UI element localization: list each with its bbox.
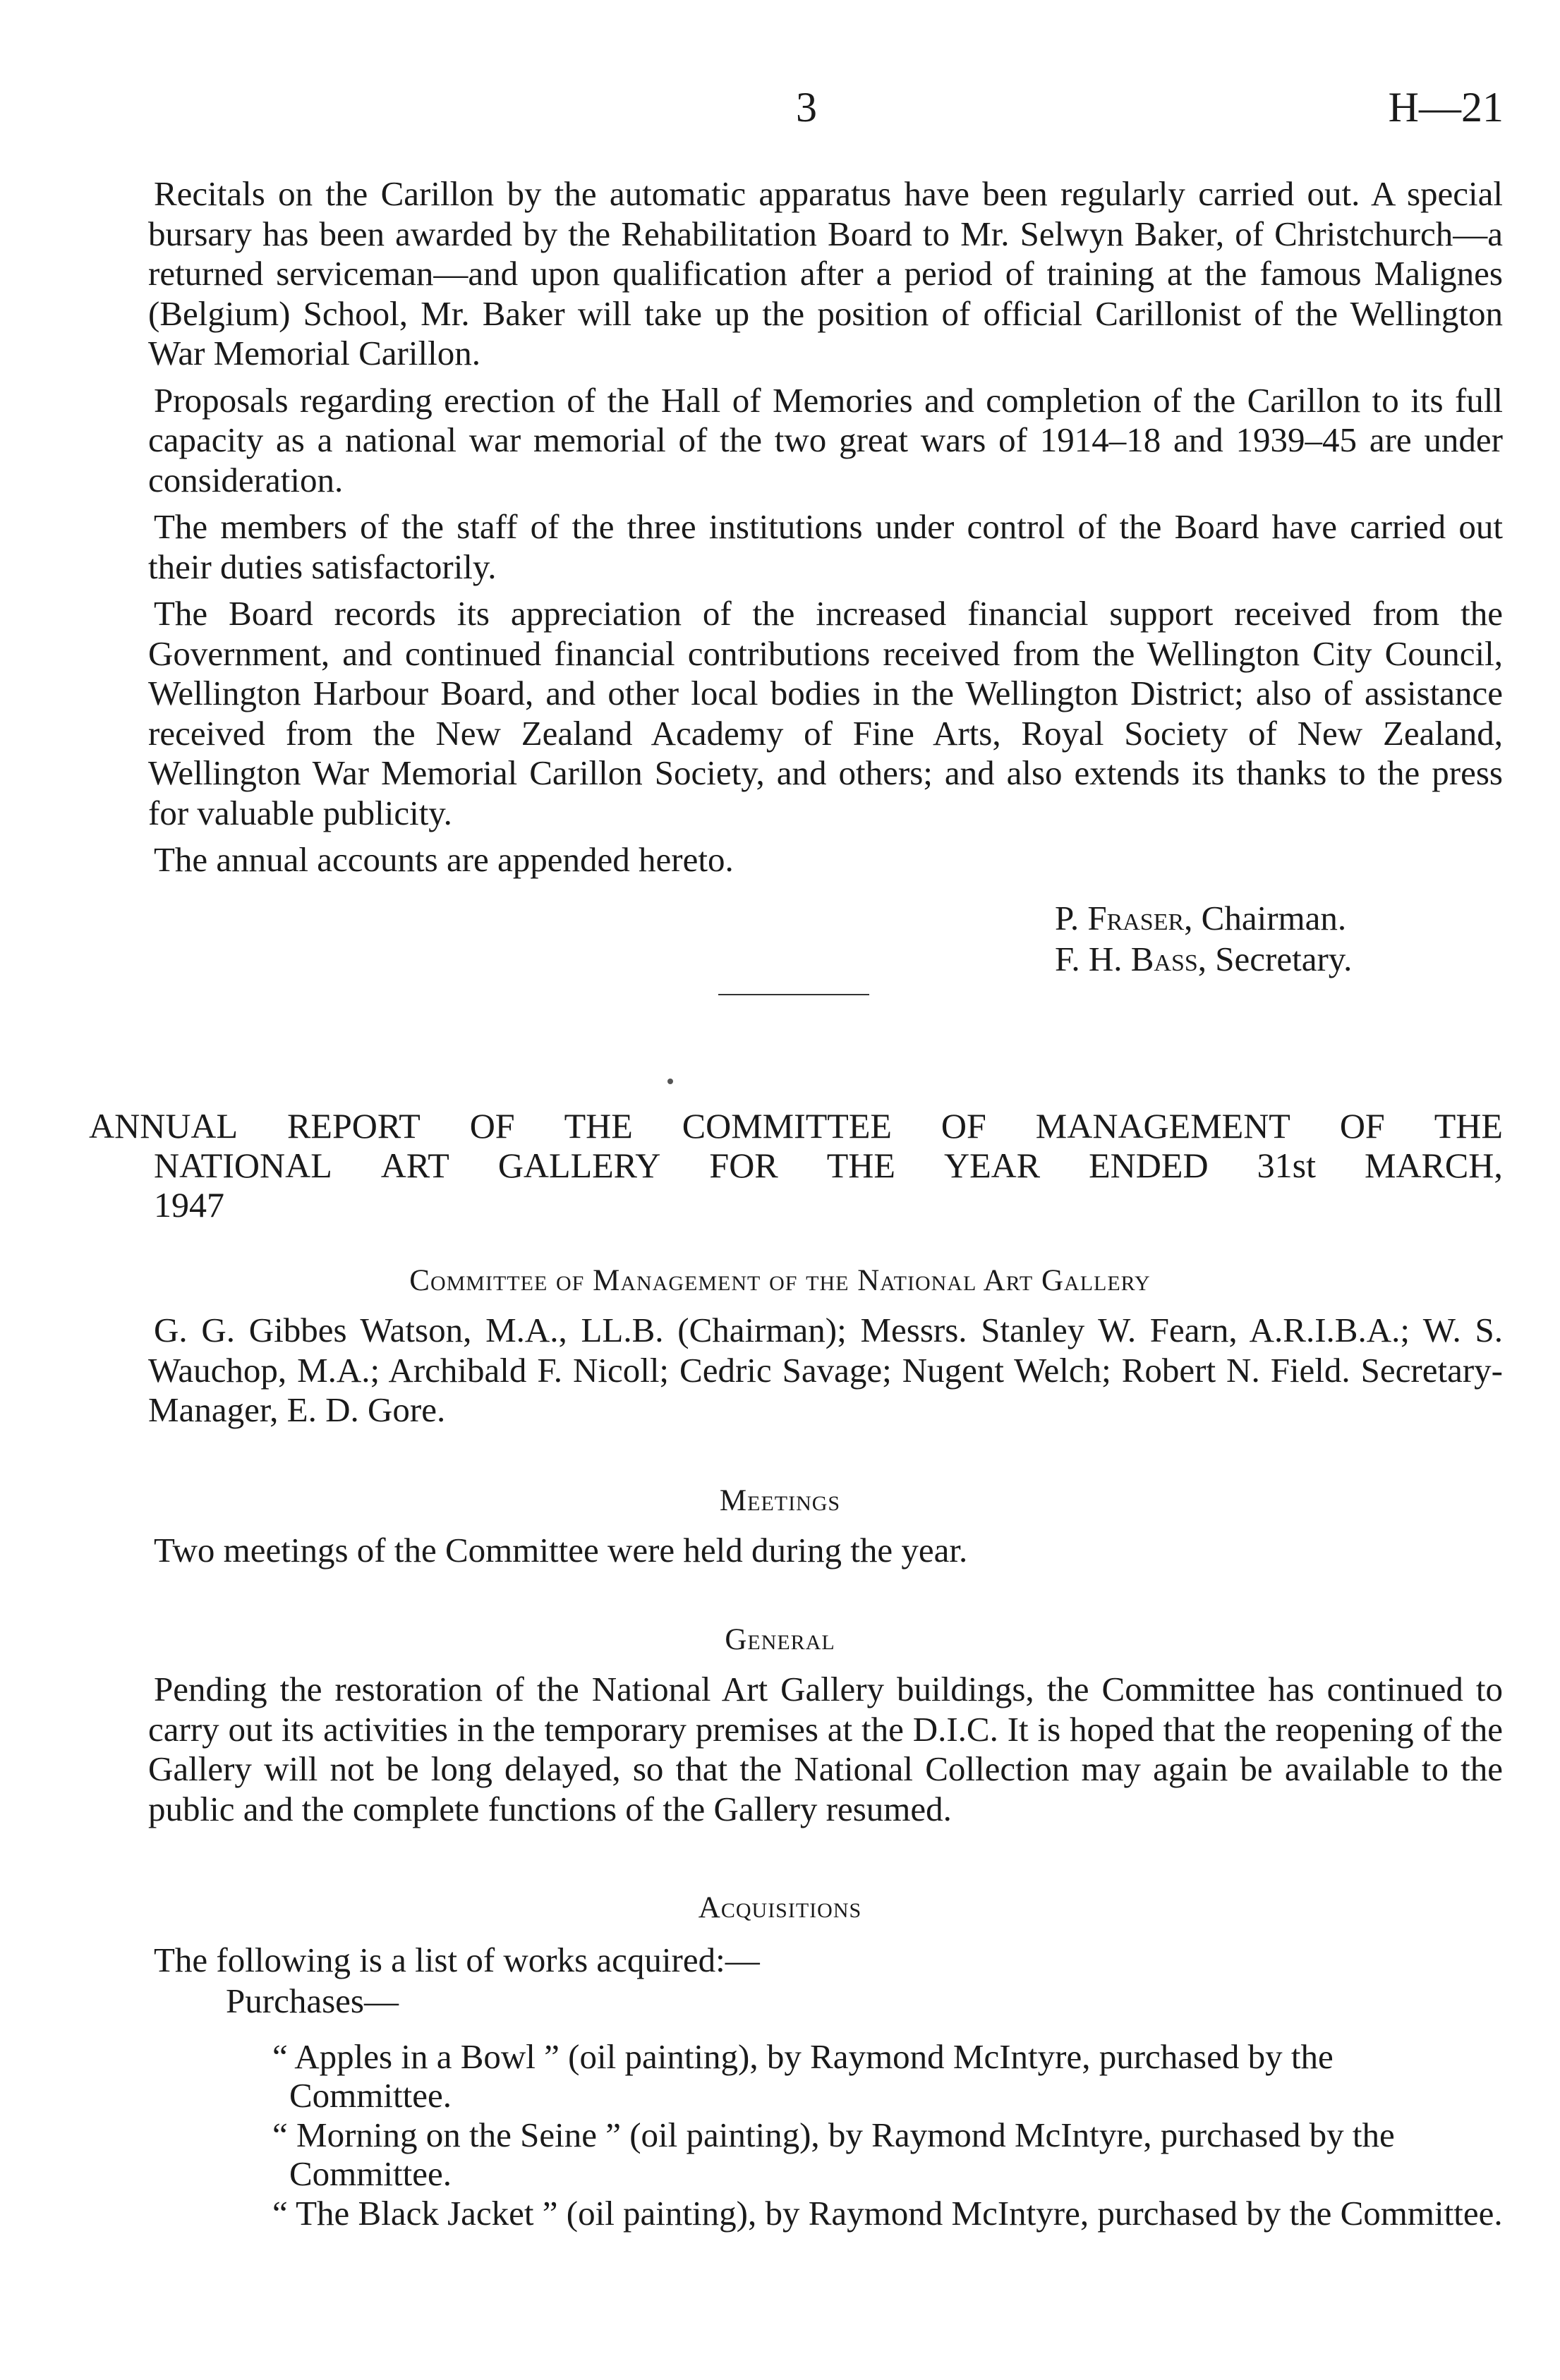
title-word: YEAR — [943, 1146, 1041, 1185]
carillon-section — [148, 174, 1503, 880]
paragraph-hall-of-memories: Proposals regarding erection of the Hall of Memories and completion of the Carillon to its full capacity as a national war memorial of the two great wars of 1914–18 and 1939–45 are under consideration. — [148, 380, 1503, 499]
title-year: 1947 — [154, 1185, 224, 1225]
title-word: THE — [1434, 1106, 1503, 1146]
acquisitions-intro — [148, 1941, 1503, 1981]
title-line-2 — [89, 1146, 1503, 1185]
title-word: COMMITTEE — [682, 1106, 892, 1146]
purchases-label — [220, 1981, 1504, 2022]
acquisitions-intro-text: The following is a list of works acquired:— — [154, 1941, 760, 1979]
signature-name: Fraser — [1087, 899, 1185, 937]
page-number: 3 — [796, 84, 817, 130]
title-word: ART — [380, 1146, 449, 1185]
report-title — [89, 1106, 1503, 1225]
title-word: THE — [826, 1146, 895, 1185]
signature-role: , Secretary. — [1197, 940, 1353, 978]
paragraph-carillon-recitals: Recitals on the Carillon by the automatic apparatus have been regularly carried out. A special bursary has been awarded by the Rehabilitation Board to Mr. Selwyn Baker, of Christchurch—a returned serviceman—and upon qualification after a period of training at the famous Malignes (Belgium) School, Mr. Baker will take up the position of official Carillonist of the Wellington War Memorial Carillon. — [148, 174, 1503, 372]
signature-chairman — [1055, 899, 1346, 938]
signature-secretary — [1055, 940, 1352, 979]
title-word: FOR — [709, 1146, 778, 1185]
title-word: MANAGEMENT — [1035, 1106, 1290, 1146]
acquisitions-heading: Acquisitions — [698, 1891, 862, 1924]
purchases-label-text: Purchases— — [226, 1981, 399, 2020]
meetings-section — [148, 1531, 1503, 1571]
title-word: REPORT — [287, 1106, 421, 1146]
meetings-heading: Meetings — [719, 1484, 841, 1517]
list-item: “ The Black Jacket ” (oil painting), by Raymond McIntyre, purchased by the Committee. — [272, 2194, 1503, 2233]
title-word: OF — [1339, 1106, 1385, 1146]
section-divider — [718, 994, 869, 995]
title-word: NATIONAL — [154, 1146, 332, 1185]
document-code: H—21 — [1388, 84, 1504, 130]
signature-name: Bass — [1130, 940, 1198, 978]
committee-text: G. G. Gibbes Watson, M.A., LL.B. (Chairman); Messrs. Stanley W. Fearn, A.R.I.B.A.; W. S. Wauchop, M.A.; Archibald F. Nicoll; Cedric Savage; Nugent Welch; Robert N. Field. Secretary-Manager, E. D. Gore. — [148, 1311, 1503, 1429]
signature-initials: P. — [1055, 899, 1080, 937]
committee-members — [148, 1311, 1503, 1431]
title-word: 31st — [1257, 1146, 1316, 1185]
title-word: ENDED — [1089, 1146, 1209, 1185]
title-word: GALLERY — [497, 1146, 661, 1185]
general-section — [148, 1670, 1503, 1829]
list-item: “ Apples in a Bowl ” (oil painting), by Raymond McIntyre, purchased by the Committee. — [272, 2037, 1334, 2115]
paragraph-appreciation: The Board records its appreciation of the increased financial support received from the Government, and continued financial contributions received from the Wellington City Council, Wellington Harbour Board, and other local bodies in the Wellington District; also of assistance received from the New Zealand Academy of Fine Arts, Royal Society of New Zealand, Wellington War Memorial Carillon Society, and others; and also extends its thanks to the press for valuable publicity. — [148, 594, 1503, 832]
list-item: “ Morning on the Seine ” (oil painting), by Raymond McIntyre, purchased by the Committee. — [272, 2115, 1395, 2193]
title-word: OF — [469, 1106, 515, 1146]
title-word: ANNUAL — [89, 1106, 238, 1146]
title-word: THE — [564, 1106, 633, 1146]
paragraph-staff: The members of the staff of the three institutions under control of the Board have carried out their duties satisfactorily. — [148, 507, 1503, 586]
general-text: Pending the restoration of the National Art Gallery buildings, the Committee has continued to carry out its activities in the temporary premises at the D.I.C. It is hoped that the reopening of the Gallery will not be long delayed, so that the National Collection may again be available to the public and the complete functions of the Gallery resumed. — [148, 1670, 1503, 1828]
meetings-text: Two meetings of the Committee were held during the year. — [154, 1531, 968, 1570]
title-word: OF — [941, 1106, 986, 1146]
paragraph-accounts: The annual accounts are appended hereto. — [154, 840, 734, 879]
title-line-1 — [89, 1106, 1503, 1146]
general-heading: General — [725, 1623, 835, 1656]
purchases-list — [272, 2037, 1503, 2233]
committee-heading: Committee of Management of the National Art Gallery — [409, 1264, 1151, 1297]
title-word: MARCH, — [1365, 1146, 1503, 1185]
signature-role: , Chairman. — [1184, 899, 1347, 937]
signature-initials: F. H. — [1055, 940, 1123, 978]
print-mark — [667, 1079, 673, 1084]
